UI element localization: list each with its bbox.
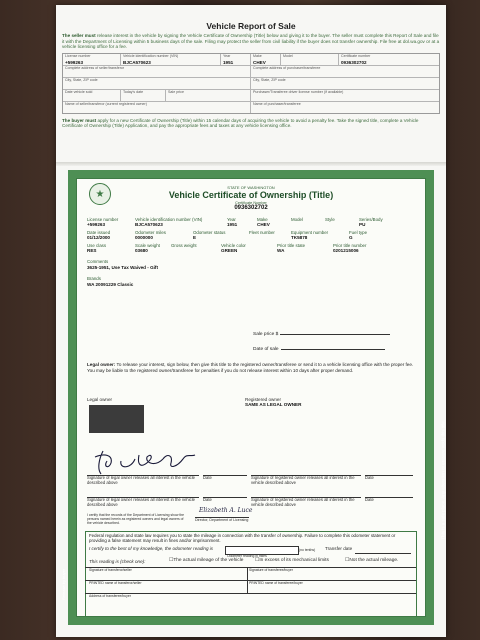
sale-price-field[interactable]: Sale price $	[253, 329, 390, 337]
title-model-field: Model	[291, 217, 303, 222]
purchaser-address-cell[interactable]: Complete address of purchaser/transferee	[253, 65, 321, 70]
title-inner-panel	[76, 178, 426, 617]
todays-date-cell[interactable]: Today's date	[121, 90, 166, 101]
title-odometer-miles-field: Odometer miles 0000000	[135, 230, 166, 240]
registered-release-date-line[interactable]: Date	[365, 475, 374, 480]
title-gross-weight-field: Gross weight	[171, 243, 197, 248]
reading-check-label: This reading is (check one):	[89, 559, 146, 564]
sale-certificate-cell[interactable]: Certificate number 0936302702	[341, 53, 371, 65]
title-series-field: Series/Body PU	[359, 217, 383, 227]
perforation-fold	[56, 162, 446, 166]
brands-block: Brands WA 20091229 Classic	[87, 276, 134, 287]
odometer-reading-label: Odometer reading in miles	[227, 554, 267, 558]
checkbox-icon: ☐	[255, 558, 260, 563]
title-heading: Vehicle Certificate of Ownership (Title)	[168, 190, 334, 200]
title-year-field: Year 1951	[227, 217, 238, 227]
title-fleet-number-field: Fleet number	[249, 230, 275, 235]
purchaser-city-cell[interactable]: City, State, ZIP code	[253, 77, 286, 82]
checkbox-icon: ☐	[345, 558, 350, 563]
state-name: STATE OF WASHINGTON	[227, 185, 275, 190]
sale-price-cell[interactable]: Sale price	[166, 90, 251, 101]
title-vin-field: Vehicle identification number (VIN) BJCA570623	[135, 217, 203, 227]
title-row-dates	[87, 230, 415, 240]
legal-owner-instructions: Legal owner: To release your interest, sign below, then give this title to the registered owner/transferee or send it to a vehicle licensing office with the proper fee. You may be liable to the registered owner/transferee for penalties if you do not release interest within 10 days after proper demand.	[87, 362, 414, 373]
seller-city-cell[interactable]: City, State, ZIP code	[63, 78, 251, 89]
sale-year-cell[interactable]: Year 1951	[221, 54, 251, 65]
federal-regulation-text: Federal regulation and state law requires you to state the mileage in connection with the transfer of ownership. Failure to complete this odometer statement or providing a false statement may result in fines and/or imprisonment.	[89, 533, 396, 544]
title-row-class	[87, 243, 415, 253]
title-vehicle-color-field: Vehicle color GREEN	[221, 243, 246, 253]
title-use-class-field: Use class RES	[87, 243, 107, 253]
sale-row-address	[63, 66, 439, 78]
checkbox-icon: ☐	[169, 558, 174, 563]
sale-row-date	[63, 90, 439, 102]
no-tenths-label: (no tenths)	[299, 548, 316, 552]
title-fuel-type-field: Fuel type G	[349, 230, 368, 240]
sale-vin-cell[interactable]: Vehicle identification number (VIN) BJCA570623	[121, 54, 221, 65]
seller-instructions: The seller must release interest in the vehicle by signing the Vehicle Certificate of Ownership (Title) below and giving it to the buyer. The seller must complete this Report of Sale and file it with the Department of Licensing within 5 business days of the sale. Filing may protect the seller from civil liability if the buyer does not transfer ownership. File free at dol.wa.gov or at a vehicle licensing office for a fee.	[62, 33, 440, 50]
purchaser-name-cell[interactable]: Name of purchaser/transferee	[253, 101, 301, 106]
purchaser-license-cell[interactable]: Purchaser/Transferee driver license number (if available)	[253, 89, 344, 94]
certificate-number-label: Certificate Number	[235, 201, 267, 205]
report-of-sale-section	[56, 5, 446, 161]
legal-release-signature-line-2[interactable]: Signature of legal owner releases all interest in the vehicle described above	[87, 497, 196, 507]
registered-owner-label: Registered owner	[245, 397, 282, 402]
title-row-vehicle	[87, 217, 415, 227]
transferor-signature-field[interactable]: Signature of transferor/seller	[89, 568, 132, 572]
document-paper	[56, 5, 446, 637]
title-make-field: Make CHEV	[257, 217, 270, 227]
registered-owner-value: SAME AS LEGAL OWNER	[245, 402, 302, 407]
odometer-statement-box	[85, 531, 417, 617]
state-seal-icon: ★	[89, 183, 111, 205]
release-side-text: Release by buyer	[61, 568, 66, 600]
excess-limits-checkbox[interactable]: ☐In excess of its mechanical limits	[255, 558, 329, 563]
legal-owner-label: Legal owner	[87, 397, 113, 402]
registered-release-signature-line-2[interactable]: Signature of registered owner releases all interest in the vehicle described above	[251, 497, 355, 507]
title-odometer-status-field: Odometer status E	[193, 230, 226, 240]
title-style-field: Style	[325, 217, 335, 222]
certificate-number: 0936302702	[234, 205, 268, 211]
registered-release-date-line-2[interactable]: Date	[365, 497, 374, 502]
sale-model-cell[interactable]: Model	[281, 54, 339, 65]
title-license-field: License number +599263	[87, 217, 119, 227]
certificate-of-title	[61, 170, 446, 625]
certify-statement: I certify that the records of the Department of Licensing show the persons named herein as registered owners and legal owners of the vehicle described.	[87, 513, 185, 525]
legal-owner-signature	[91, 447, 201, 477]
seller-name-cell[interactable]: Name of seller/transferor (current registered owner)	[63, 102, 251, 113]
actual-mileage-checkbox[interactable]: ☐The actual mileage of the vehicle	[169, 558, 244, 563]
transfer-date-line[interactable]	[355, 553, 411, 554]
transferee-address-field[interactable]: Address of transferee/buyer	[89, 594, 131, 598]
title-date-issued-field: Date issued 01/12/2000	[87, 230, 111, 240]
transferee-printed-name-field[interactable]: PRINTED name of transferee/buyer	[249, 581, 303, 585]
sale-make-cell[interactable]: Make CHEV	[251, 54, 281, 65]
legal-release-signature-line[interactable]: Signature of legal owner releases all interest in the vehicle described above	[87, 475, 196, 485]
sale-row-vehicle	[63, 54, 439, 66]
buyer-instructions: The buyer must apply for a new Certificate of Ownership (Title) within 15 calendar days of acquiring the vehicle to avoid a penalty fee. Take the signed title, complete a Vehicle Certificate of Ownership (Title) Application, and pay the appropriate fees and taxes at any vehicle licensing office.	[62, 117, 419, 129]
title-prior-number-field: Prior title number 0201215006	[333, 243, 367, 253]
transferor-printed-name-field[interactable]: PRINTED name of transferor/seller	[89, 581, 142, 585]
sale-license-cell[interactable]: License number +599263	[63, 54, 121, 65]
sale-row-city	[63, 78, 439, 90]
seller-address-cell[interactable]: Complete address of seller/transferor	[63, 66, 251, 77]
sale-row-names	[63, 102, 439, 113]
legal-release-date-line[interactable]: Date	[203, 475, 212, 480]
not-actual-checkbox[interactable]: ☐Not the actual mileage.	[345, 558, 399, 563]
date-sold-cell[interactable]: Date vehicle sold	[63, 90, 121, 101]
report-of-sale-title: Vehicle Report of Sale	[206, 21, 296, 31]
date-of-sale-field[interactable]: Date of sale	[253, 344, 385, 352]
director-label: Director, Department of Licensing	[195, 518, 249, 522]
odometer-certify-text: I certify to the best of my knowledge, the odometer reading is	[89, 546, 214, 551]
transferee-signature-field[interactable]: Signature of transferee/buyer	[249, 568, 293, 572]
title-prior-state-field: Prior title state WA	[277, 243, 306, 253]
comments-block: Comments 3625-1951, Use Tax Waived - Gift	[87, 259, 158, 270]
title-scale-weight-field: Scale weight 03680	[135, 243, 160, 253]
report-of-sale-form	[62, 53, 440, 114]
registered-release-signature-line[interactable]: Signature of registered owner releases all interest in the vehicle described above	[251, 475, 355, 485]
security-side-text: This is a safe place. Any alteration or erasure voids this title.	[441, 420, 446, 540]
director-signature: Elizabeth A. Luce	[199, 507, 253, 514]
legal-release-date-line-2[interactable]: Date	[203, 497, 212, 502]
redacted-legal-owner	[89, 405, 144, 433]
transfer-date-label: Transfer date	[325, 546, 353, 551]
title-equipment-number-field: Equipment number TK5878	[291, 230, 329, 240]
